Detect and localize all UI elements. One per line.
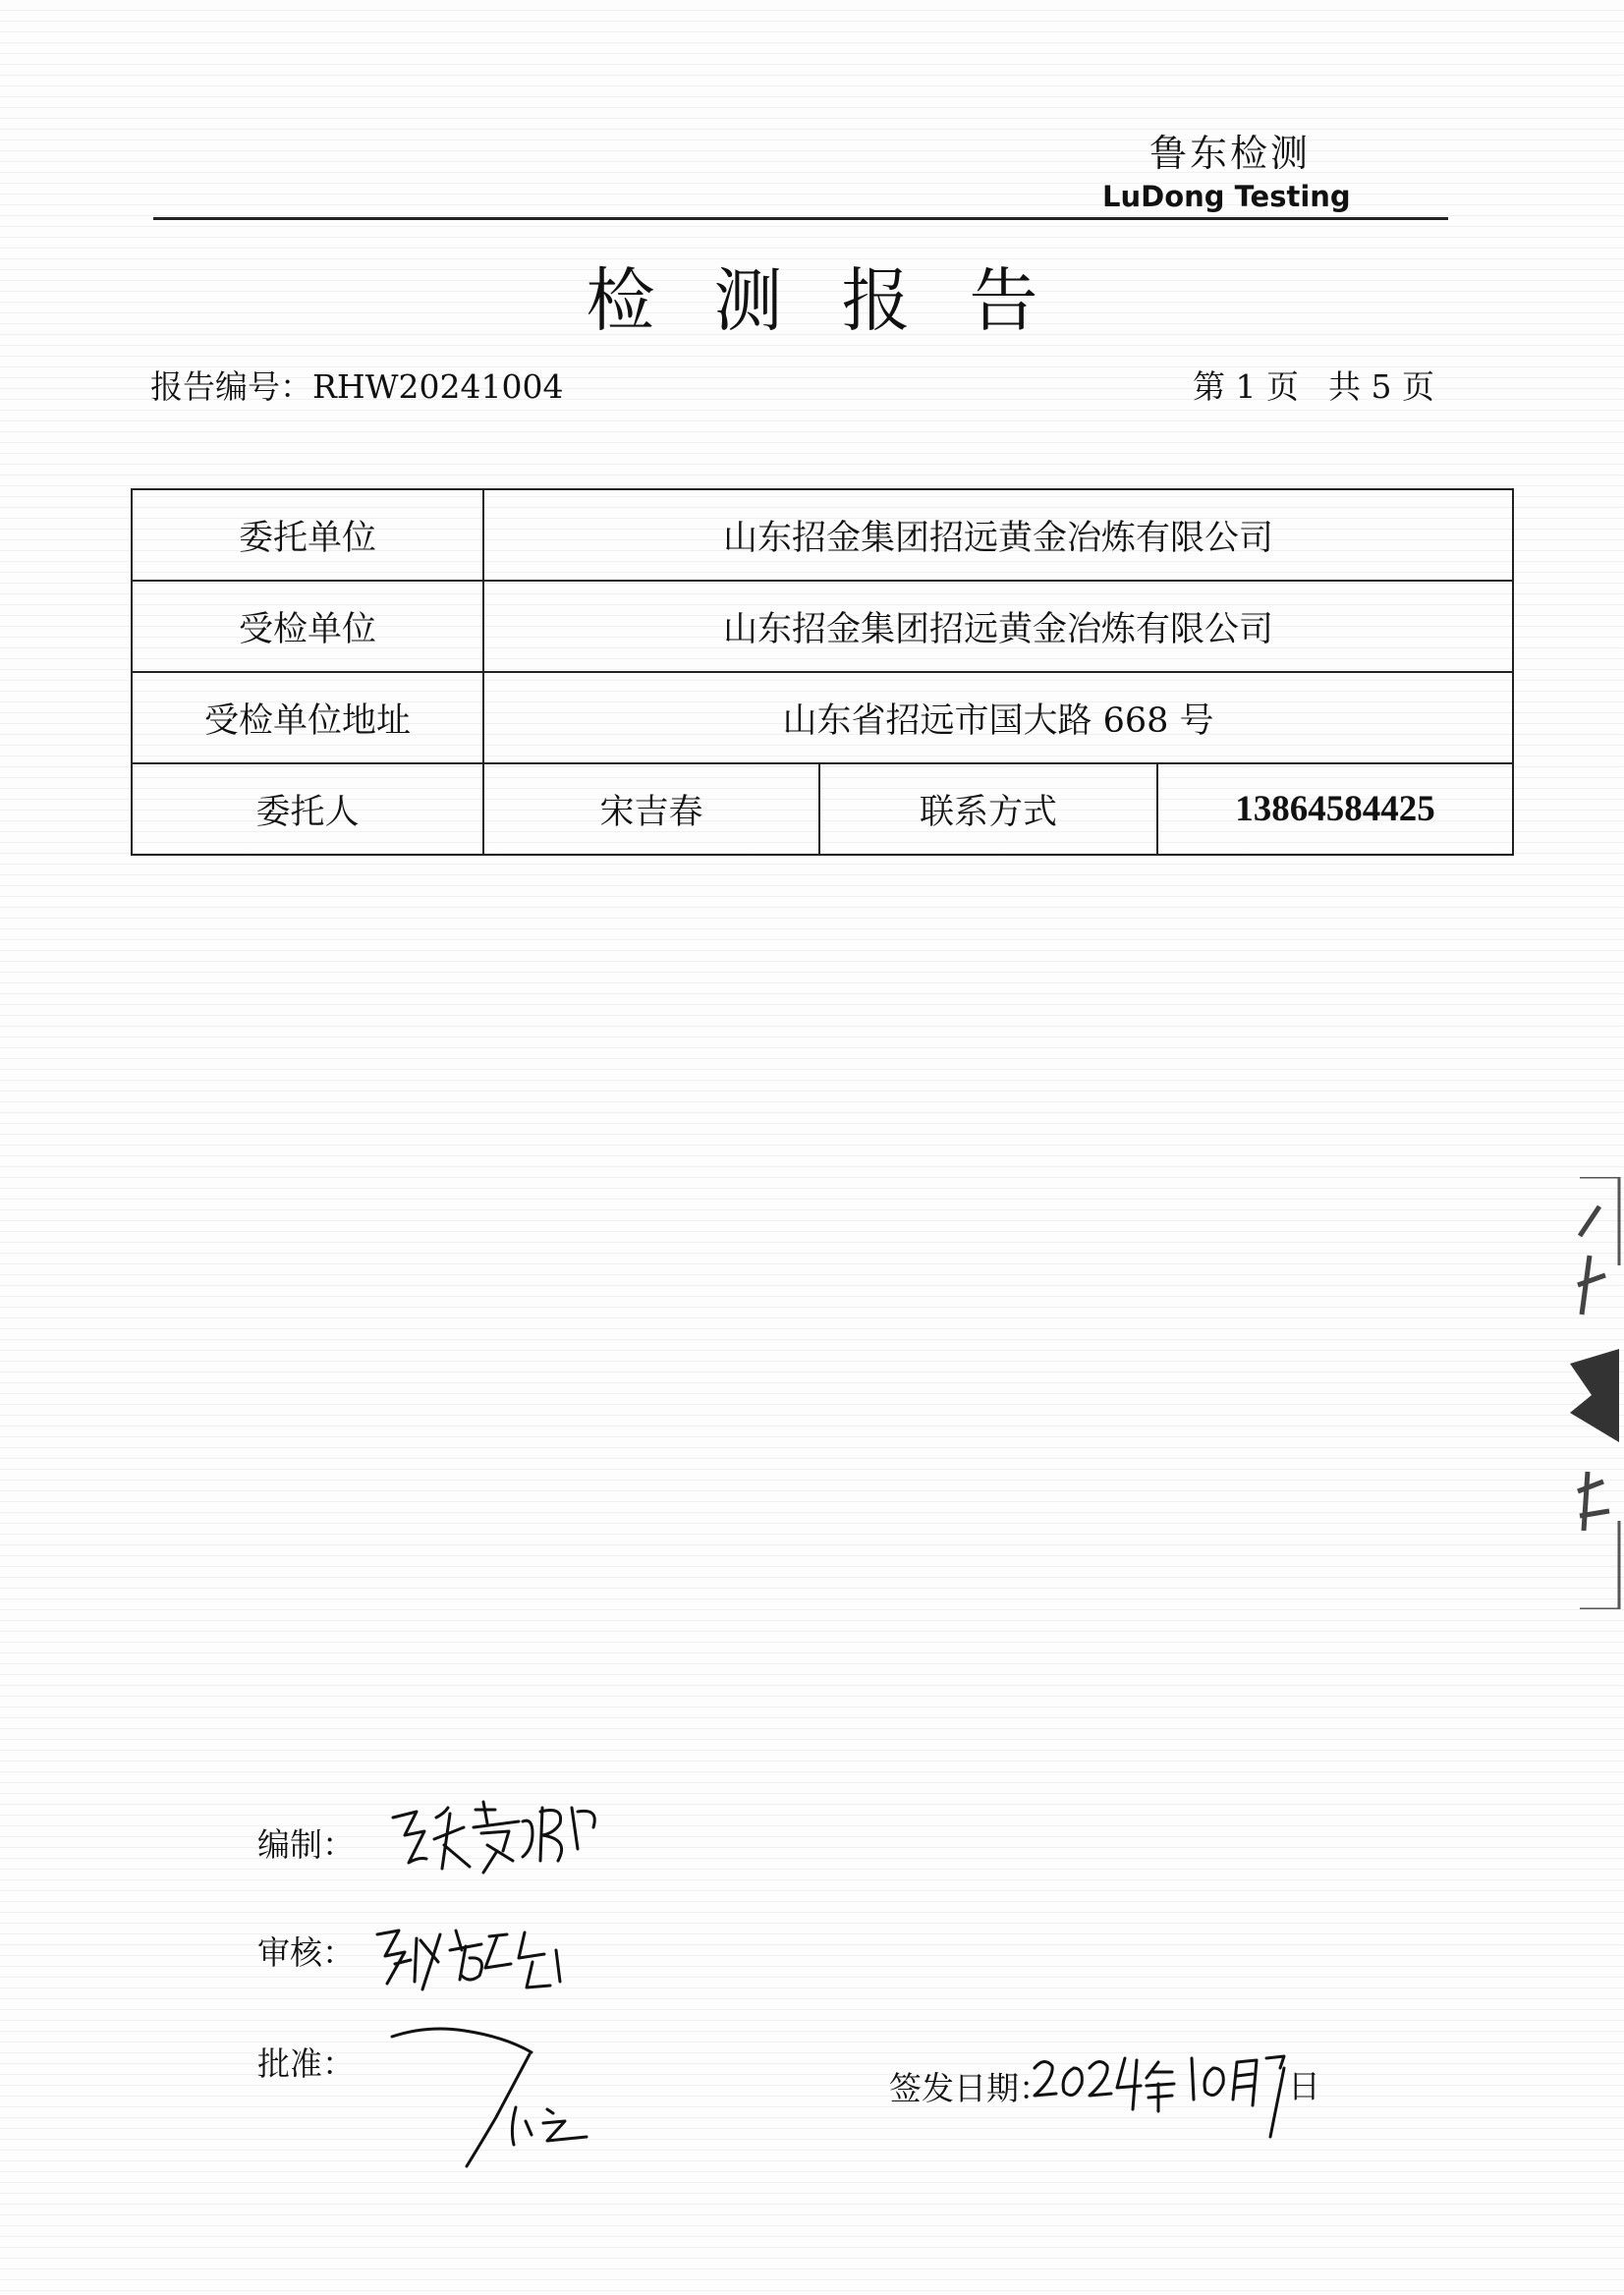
contact-method-value: 13864584425 [1157,763,1513,855]
table-row [132,581,1513,672]
svg-text:日: 日 [1288,2067,1320,2105]
client-label: 委托单位 [132,489,483,581]
reviewer-label: 审核： [257,1933,355,1972]
brand-name-cn: 鲁东检测 [1149,132,1312,175]
compiler-label: 编制： [257,1825,355,1864]
client-info-table [131,488,1514,856]
issue-date-label: 签发日期： [889,2069,1051,2107]
issue-date-handwritten [1027,2039,1331,2147]
client-value: 山东招金集团招远黄金冶炼有限公司 [483,489,1513,581]
stamp-icon [1560,1177,1624,1609]
contact-method-label: 联系方式 [819,763,1157,855]
report-number-value: RHW20241004 [312,367,564,406]
page-total: 共 5 页 [1327,367,1434,406]
document-title: 检测报告 [586,260,1097,341]
address-value: 山东省招远市国大路 668 号 [483,672,1513,763]
report-number-label: 报告编号： [150,367,312,406]
inspected-unit-label: 受检单位 [132,581,483,672]
side-seal-fragment [1560,1177,1624,1609]
table-row [132,489,1513,581]
report-number [150,362,564,408]
table-row [132,672,1513,763]
contact-person-label: 委托人 [132,763,483,855]
approver-label: 批准： [257,2044,355,2083]
approver-signature [388,2019,614,2176]
contact-person-value: 宋吉春 [483,763,819,855]
table-row [132,763,1513,855]
header-divider [153,217,1448,220]
compiler-signature [385,1788,611,1886]
brand-name-en: LuDong Testing [1102,180,1351,213]
page-indicator [1193,362,1434,408]
address-label: 受检单位地址 [132,672,483,763]
inspected-unit-value: 山东招金集团招远黄金冶炼有限公司 [483,581,1513,672]
reviewer-signature [371,1911,568,1999]
page-current: 第 1 页 [1193,367,1299,406]
